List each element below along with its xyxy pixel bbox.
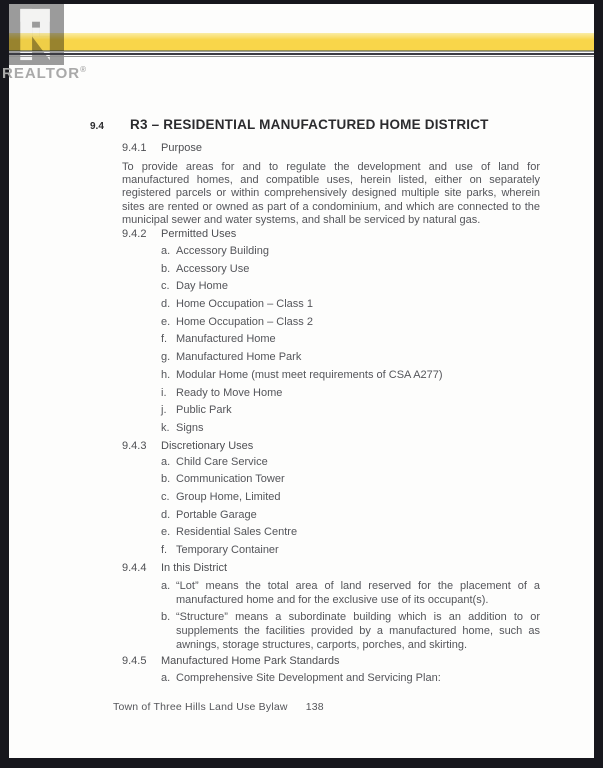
list-item: a. Comprehensive Site Development and Servicing Plan:: [161, 671, 441, 684]
subsection-in-this-district: 9.4.4 In this District: [122, 561, 228, 574]
list-item: f. Manufactured Home: [161, 333, 276, 346]
list-item: k. Signs: [161, 421, 204, 434]
list-item: j. Public Park: [161, 404, 232, 417]
list-item: d. Home Occupation – Class 1: [161, 298, 313, 311]
list-item: c. Group Home, Limited: [161, 490, 281, 503]
subsection-permitted-uses: 9.4.2 Permitted Uses: [122, 228, 237, 241]
list-item: h. Modular Home (must meet requirements of CSA A277): [161, 368, 443, 381]
subsection-purpose: 9.4.1 Purpose: [122, 142, 202, 154]
section-number: 9.4: [90, 121, 104, 132]
page-number: 138: [305, 701, 324, 713]
list-item: a. Accessory Building: [161, 245, 269, 258]
page-footer: [113, 701, 324, 713]
purpose-paragraph: To provide areas for and to regulate the development and use of land for manufactured homes, and compatible uses, herein listed, either on separately registered parcels or within comprehensively designed multiple site parks, wherein sites are rented or owned as part of a condominium, and which are connected to the municipal sewer and water systems, and shall be serviced by natural gas.: [122, 161, 540, 226]
section-heading: [9, 116, 594, 135]
subsection-park-standards: 9.4.5 Manufactured Home Park Standards: [122, 654, 340, 667]
definition-item: b. “Structure” means a subordinate building which is an addition to or supplements the facilities provided by a manufactured home, such as awnings, storage structures, carports, porches, and skirting.: [161, 610, 540, 651]
list-item: e. Home Occupation – Class 2: [161, 315, 313, 328]
subsection-discretionary-uses: 9.4.3 Discretionary Uses: [122, 439, 254, 452]
section-title: R3 – RESIDENTIAL MANUFACTURED HOME DISTRICT: [130, 117, 489, 132]
realtor-wordmark: REALTOR®: [2, 65, 87, 82]
document-page: [2, 4, 594, 758]
footer-title: Town of Three Hills Land Use Bylaw: [113, 701, 288, 713]
registered-trademark-symbol: ®: [80, 65, 87, 74]
letterhead-divider-lines: [9, 51, 594, 57]
list-item: f. Temporary Container: [161, 544, 279, 557]
list-item: i. Ready to Move Home: [161, 386, 283, 399]
document-content: [9, 116, 594, 689]
list-item: c. Day Home: [161, 280, 228, 293]
list-item: b. Communication Tower: [161, 473, 285, 486]
list-item: d. Portable Garage: [161, 508, 257, 521]
list-item: g. Manufactured Home Park: [161, 351, 302, 364]
list-item: b. Accessory Use: [161, 262, 250, 275]
list-item: e. Residential Sales Centre: [161, 526, 298, 539]
list-item: a. Child Care Service: [161, 455, 268, 468]
definition-item: a. “Lot” means the total area of land reserved for the placement of a manufactured home and for the exclusive use of its occupant(s).: [161, 579, 540, 606]
accent-yellow-band: [9, 33, 594, 51]
